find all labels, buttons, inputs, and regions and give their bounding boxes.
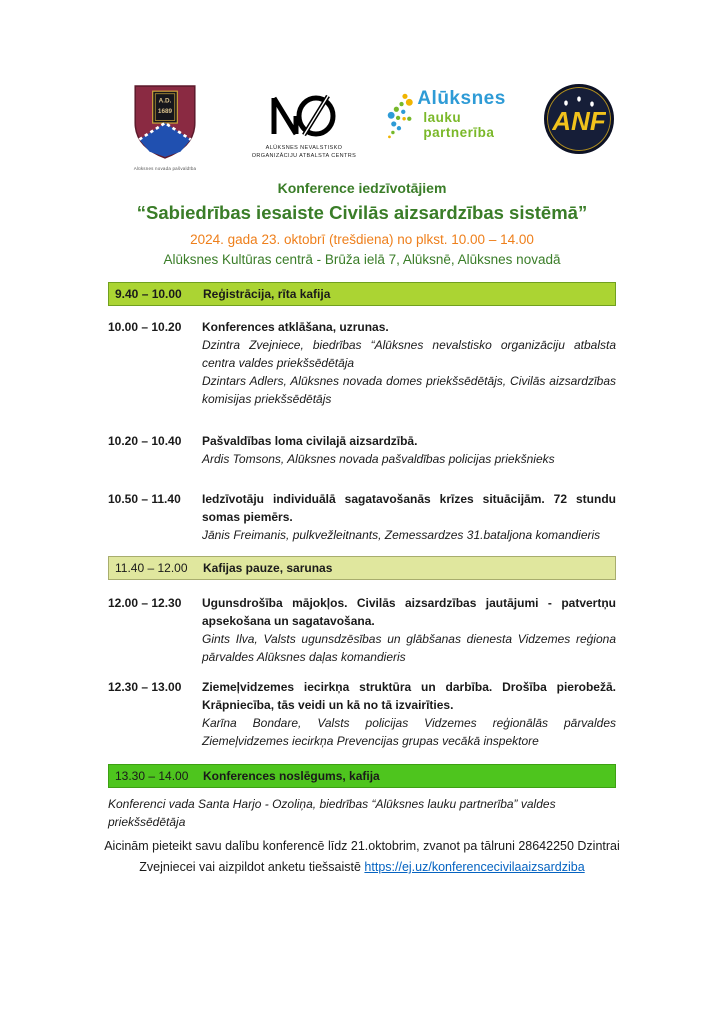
svg-text:ANF: ANF [552,106,606,136]
time-range: 11.40 – 12.00 [115,561,188,575]
schedule-item [108,318,616,408]
municipality-coat-of-arms-logo [122,84,208,171]
anf-foundation-logo [543,84,615,154]
bar-label: Reģistrācija, rīta kafija [203,287,331,301]
session-title: Iedzīvotāju individuālā sagatavošanās krīzes situācijām. 72 stundu somas piemērs. [202,492,616,524]
nvo-monogram-icon [266,92,342,138]
page-title: “Sabiedrības iesaiste Civilās aizsardzības sistēmā” [136,202,588,223]
title-block [0,178,724,270]
session-title: Konferences atklāšana, uzrunas. [202,320,389,334]
nvo-caption-line2: ORGANIZĀCIJU ATBALSTA CENTRS [251,153,357,160]
bar-label: Kafijas pauze, sarunas [203,561,333,575]
coat-of-arms-icon [129,84,201,160]
session-speaker: Dzintars Adlers, Alūksnes novada domes priekšsēdētājs, Civilās aizsardzības komisijas priekšsēdētājs [202,374,616,406]
time-range: 10.50 – 11.40 [108,492,181,506]
schedule-bar-coffee-break [108,556,616,580]
dots-branch-icon [386,88,415,146]
conference-datetime: 2024. gada 23. oktobrī (trešdiena) no plkst. 10.00 – 14.00 [190,232,534,247]
logo-row [0,84,724,170]
time-range: 12.30 – 13.00 [108,680,182,694]
session-speaker: Jānis Freimanis, pulkvežleitnants, Zemessardzes 31.bataljona komandieris [202,528,601,542]
conference-kicker: Konference iedzīvotājiem [277,180,447,196]
time-range: 12.00 – 12.30 [108,596,182,610]
schedule-item [108,490,616,544]
conference-venue: Alūksnes Kultūras centrā - Brūža ielā 7, Alūksnē, Alūksnes novadā [163,252,561,267]
session-speaker: Dzintra Zvejniece, biedrības “Alūksnes nevalstisko organizāciju atbalsta centra valdes priekšsēdētāja [202,338,616,370]
schedule-bar-closing [108,764,616,788]
nvo-center-logo [244,92,364,161]
schedule-bar-registration [108,282,616,306]
bar-label: Konferences noslēgums, kafija [203,769,380,783]
registration-link[interactable]: https://ej.uz/konferencecivilaaizsardziba [364,860,585,874]
lauku-partneriba-logo [386,88,520,146]
time-range: 9.40 – 10.00 [115,287,182,301]
nvo-caption-line1: ALŪKSNES NEVALSTISKO [265,145,343,151]
anf-candles-icon [552,92,606,146]
session-title: Ugunsdrošība mājokļos. Civilās aizsardzības jautājumi - patvertņu apsekošana un sagatavošana. [202,596,616,628]
municipality-logo-caption: Alūksnes novada pašvaldība [133,166,197,171]
svg-text:1689: 1689 [157,107,173,115]
nvo-logo-caption [244,144,364,161]
partner-logo-subname: lauku partnerība [423,110,495,140]
invite-text: Aicinām pieteikt savu dalību konferencē līdz 21.oktobrim, zvanot pa tālruni 28642250 Dzintrai Zvejniecei vai aizpildot anketu tiešsaistē [104,839,620,874]
session-title: Pašvaldības loma civilajā aizsardzībā. [202,434,418,448]
time-range: 13.30 – 14.00 [115,769,189,783]
session-speaker: Gints Ilva, Valsts ugunsdzēsības un glābšanas dienesta Vidzemes reģiona pārvaldes Alūksnes daļas komandieris [202,632,616,664]
schedule [108,282,616,831]
time-range: 10.00 – 10.20 [108,320,182,334]
schedule-item [108,678,616,750]
anf-circle-icon [544,84,614,154]
session-speaker: Ardis Tomsons, Alūksnes novada pašvaldības policijas priekšnieks [202,452,555,466]
svg-text:A.D.: A.D. [158,97,172,105]
session-title: Ziemeļvidzemes iecirkņa struktūra un darbība. Drošība pierobežā. Krāpniecība, tās veidi un kā no tā izvairīties. [202,680,616,712]
schedule-item [108,594,616,666]
time-range: 10.20 – 10.40 [108,434,182,448]
moderator-note: Konferenci vada Santa Harjo - Ozoliņa, biedrības “Alūksnes lauku partnerība” valdes priekšsēdētāja [108,797,556,829]
partner-logo-name: Alūksnes [417,88,506,109]
session-speaker: Karīna Bondare, Valsts policijas Vidzemes reģionālās pārvaldes Ziemeļvidzemes iecirkņa Prevencijas grupas vecākā inspektore [202,716,616,748]
registration-invite [80,836,644,878]
schedule-item [108,432,616,468]
